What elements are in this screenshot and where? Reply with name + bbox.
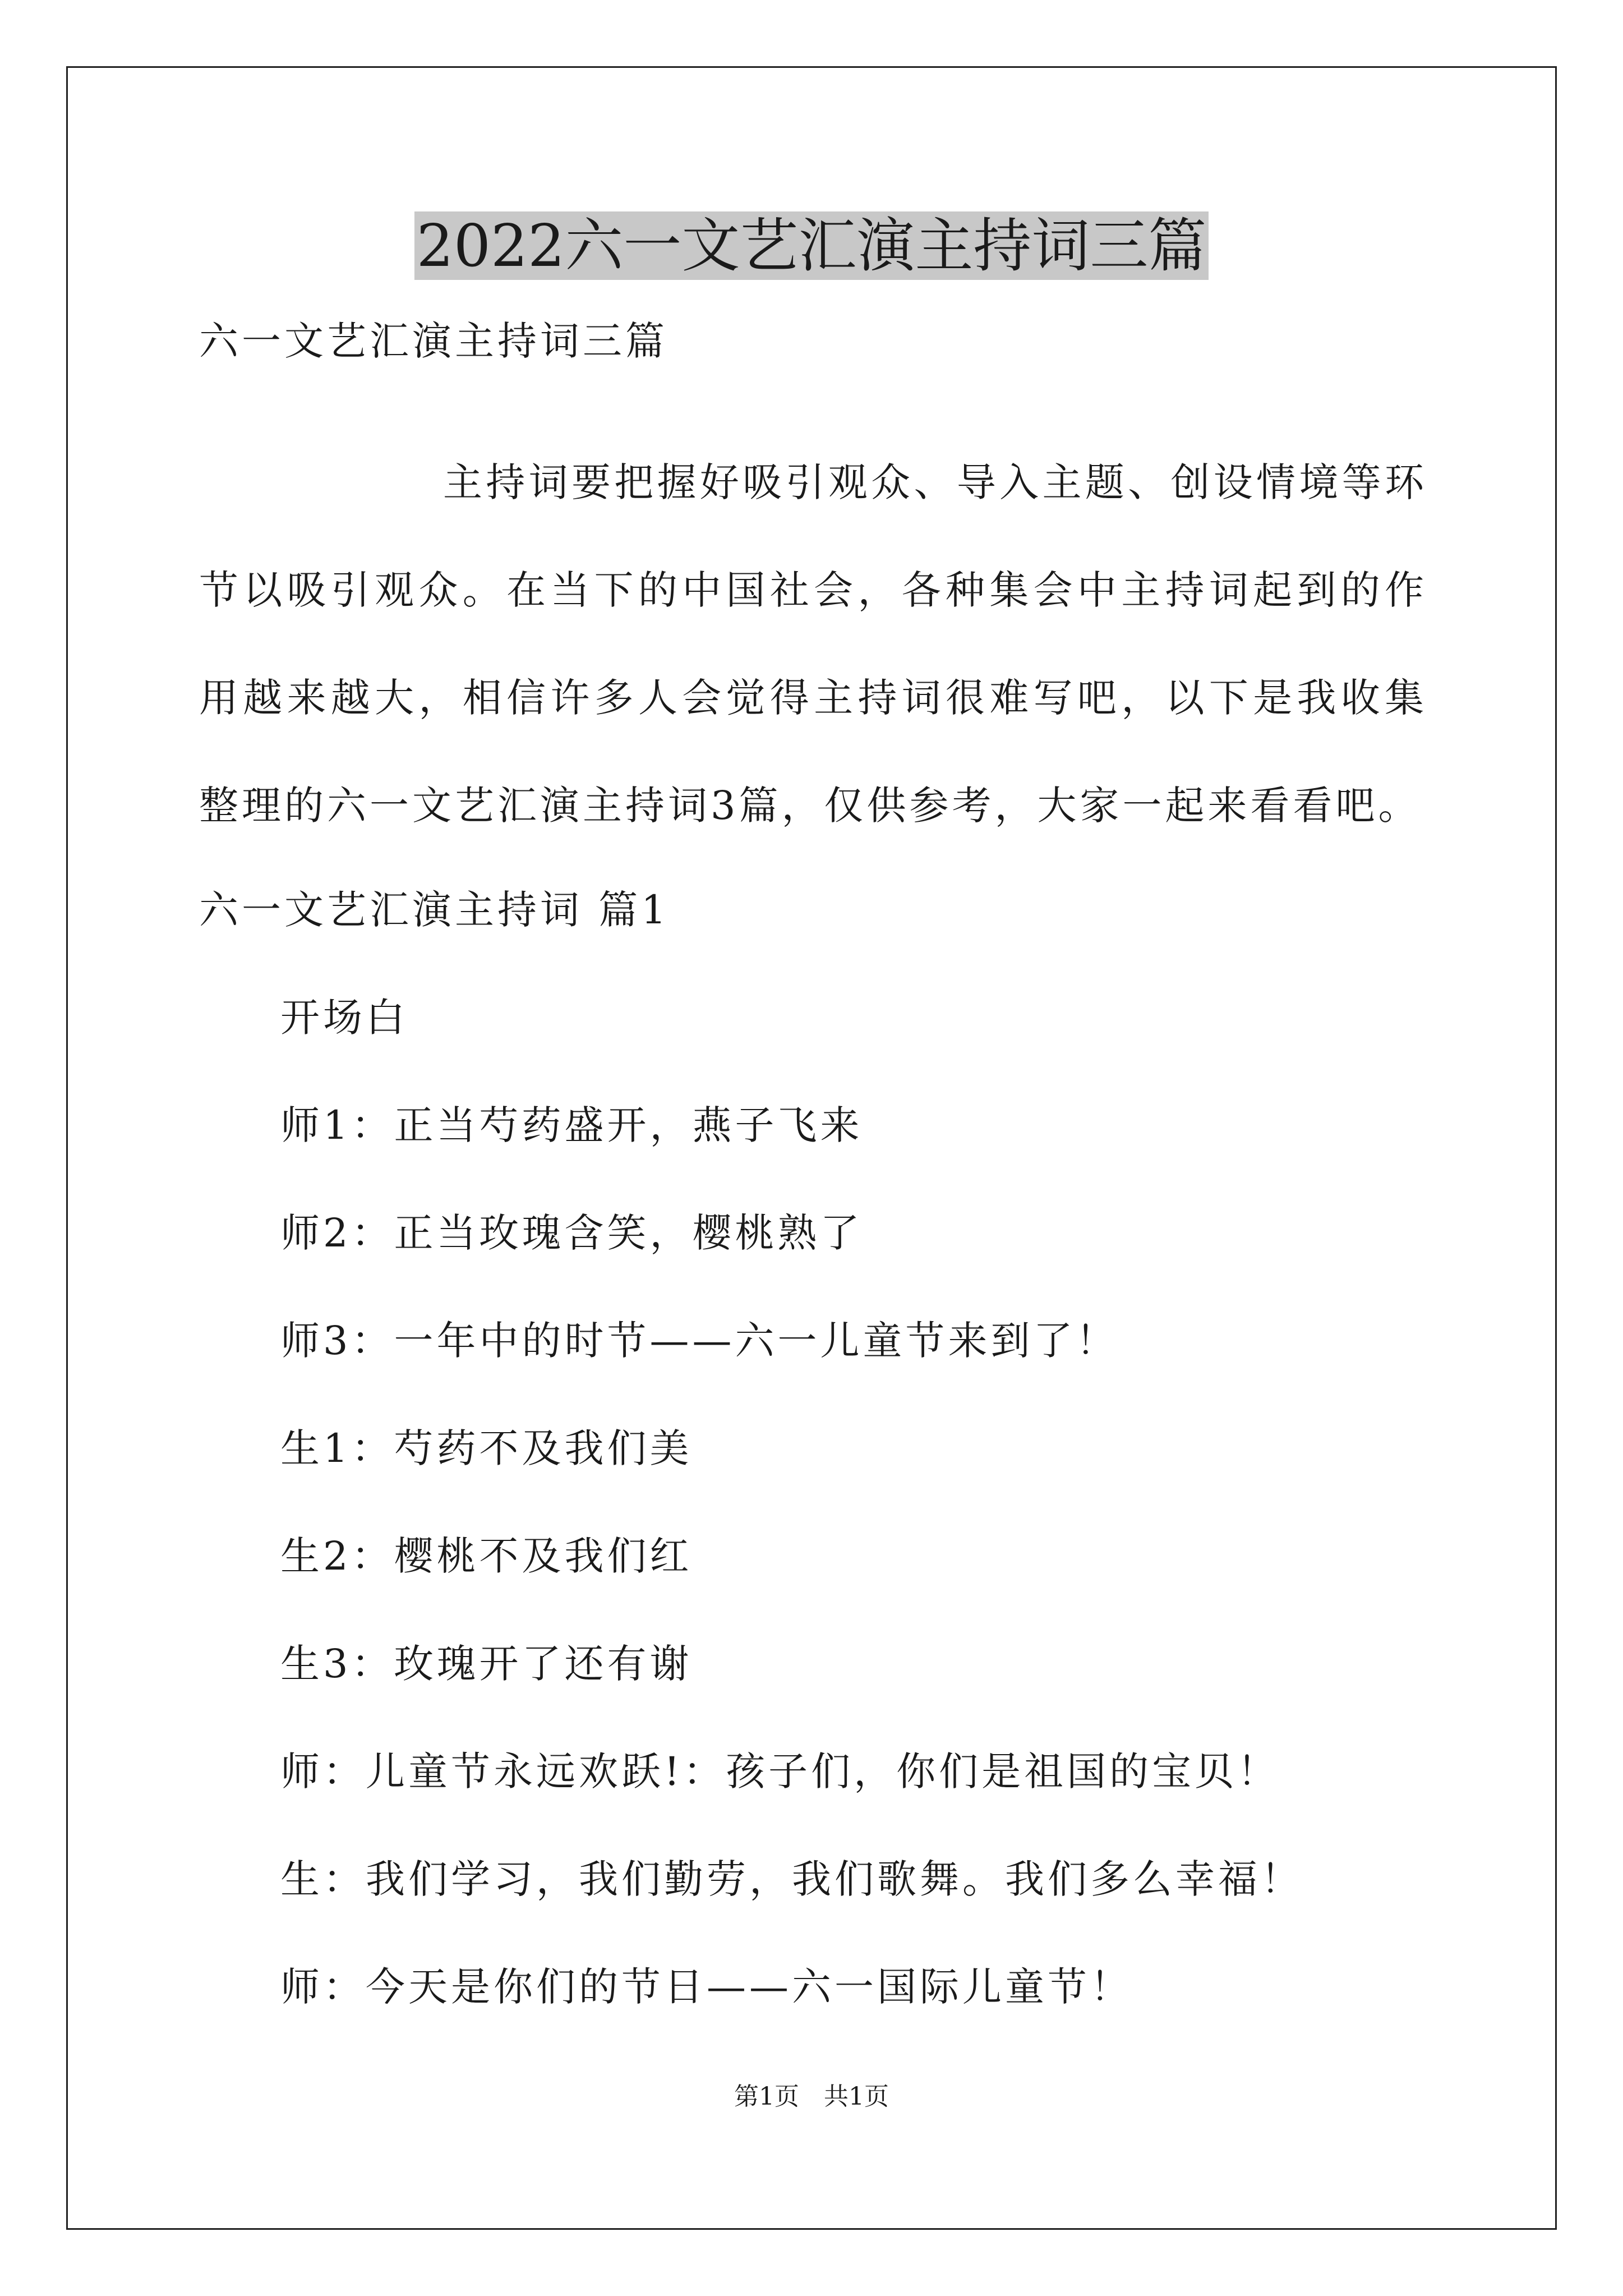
document-title [0,206,1623,285]
script-line: 师：今天是你们的节日——六一国际儿童节！ [280,1964,1133,2010]
script-line: 师3：一年中的时节——六一儿童节来到了！ [280,1318,1119,1364]
script-line: 师1：正当芍药盛开，燕子飞来 [280,1102,863,1148]
script-line: 师2：正当玫瑰含笑，樱桃熟了 [280,1210,863,1256]
document-subtitle: 六一文艺汇演主持词三篇 [199,318,668,364]
script-line: 开场白 [280,995,408,1041]
page-number-footer: 第1页 共1页 [734,2082,889,2111]
script-line: 生3：玫瑰开了还有谢 [280,1641,693,1687]
section-heading: 六一文艺汇演主持词 篇1 [199,887,670,933]
document-title-text: 2022六一文艺汇演主持词三篇 [414,211,1209,280]
script-line: 生：我们学习，我们勤劳，我们歌舞。我们多么幸福！ [280,1856,1303,1902]
script-line: 生2：樱桃不及我们红 [280,1533,693,1579]
script-line: 师：儿童节永远欢跃!：孩子们，你们是祖国的宝贝！ [280,1749,1280,1795]
intro-paragraph: 主持词要把握好吸引观众、导入主题、创设情境等环节以吸引观众。在当下的中国社会，各种集会中主持词起到的作用越来越大，相信许多人会觉得主持词很难写吧，以下是我收集整理的六一文艺汇演主持词3篇，仅供参考，大家一起来看看吧。 [199,459,1427,829]
script-line: 生1：芍药不及我们美 [280,1425,693,1471]
